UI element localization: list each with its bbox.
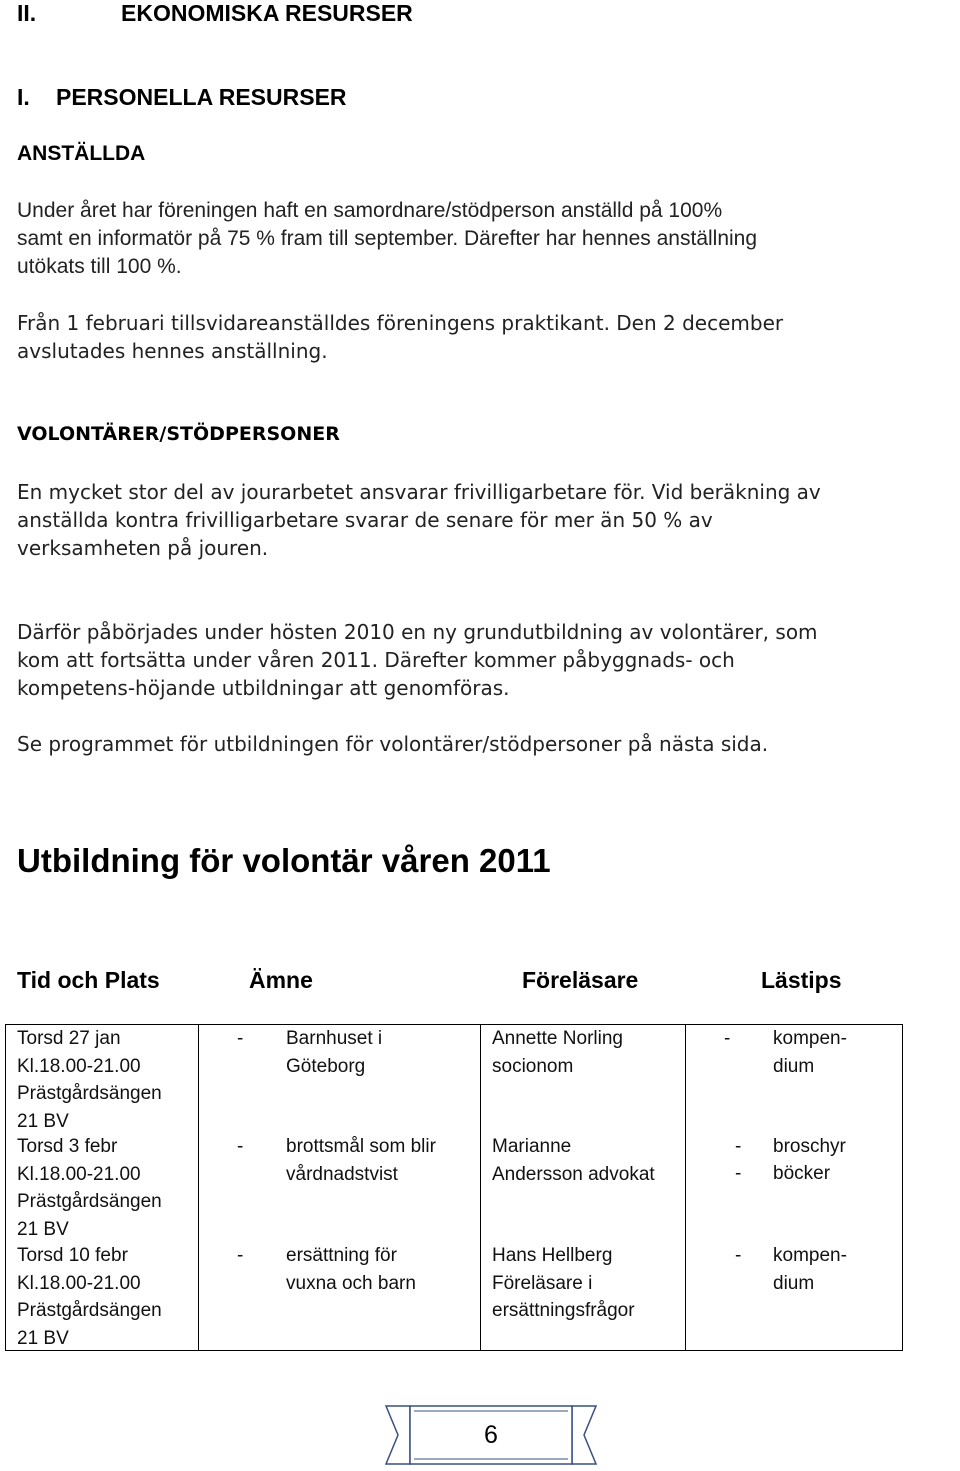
bullet-dash: - [735, 1245, 742, 1266]
bullet-dash: - [735, 1163, 742, 1184]
cell-line: böcker [773, 1163, 831, 1184]
table-row-3-tid [17, 1242, 162, 1352]
text-line: En mycket stor del av jourarbetet ansvarar frivilligarbetare för. Vid beräkning av [17, 480, 821, 504]
table-row-1-tid [17, 1025, 162, 1135]
cell-line: dium [773, 1055, 815, 1077]
cell-line: brottsmål som blir [286, 1136, 436, 1157]
text-line: utökats till 100 %. [17, 255, 182, 278]
cell-line: dium [773, 1272, 815, 1294]
table-row-3-forelasare [492, 1242, 635, 1325]
bullet-dash: - [735, 1136, 742, 1157]
cell-line: 21 BV [17, 1218, 69, 1240]
volontarer-paragraph-2 [17, 618, 818, 702]
cell-line: Kl.18.00-21.00 [17, 1163, 141, 1185]
volontarer-paragraph-1 [17, 478, 821, 562]
cell-line: kompen- [773, 1028, 847, 1049]
cell-line: ersättning för [286, 1245, 397, 1266]
anstallda-paragraph-2 [17, 309, 783, 365]
table-row-2-tid [17, 1133, 162, 1243]
cell-line: 21 BV [17, 1110, 69, 1132]
text-line: avslutades hennes anställning. [17, 339, 328, 363]
table-border-right [902, 1024, 903, 1351]
cell-line: Marianne [492, 1136, 572, 1157]
table-divider [198, 1024, 199, 1351]
bullet-dash: - [237, 1028, 244, 1049]
column-header-tid: Tid och Plats [17, 967, 160, 993]
volontarer-title: VOLONTÄRER/STÖDPERSONER [17, 423, 340, 445]
utbildning-title: Utbildning för volontär våren 2011 [17, 842, 551, 879]
text-line: kompetens-höjande utbildningar att genomföras. [17, 676, 510, 700]
column-header-lastips: Lästips [761, 967, 842, 993]
anstallda-title: ANSTÄLLDA [17, 142, 146, 165]
cell-line: kompen- [773, 1245, 847, 1266]
page-number-ribbon [384, 1404, 598, 1466]
cell-line: Prästgårdsängen [17, 1083, 162, 1104]
table-divider [685, 1024, 686, 1351]
bullet-dash: - [724, 1028, 731, 1049]
bullet-dash: - [237, 1136, 244, 1157]
text-line: anställda kontra frivilligarbetare svarar de senare för mer än 50 % av [17, 508, 713, 532]
table-row-2-forelasare [492, 1133, 655, 1188]
cell-line: Torsd 27 jan [17, 1028, 121, 1049]
cell-line: 21 BV [17, 1327, 69, 1349]
volontarer-paragraph-3: Se programmet för utbildningen för volontärer/stödpersoner på nästa sida. [17, 732, 769, 756]
cell-line: Prästgårdsängen [17, 1300, 162, 1321]
cell-line: Prästgårdsängen [17, 1191, 162, 1212]
cell-line: Göteborg [286, 1055, 366, 1077]
heading-ii-title: EKONOMISKA RESURSER [121, 0, 413, 26]
cell-line: vårdnadstvist [286, 1163, 398, 1185]
cell-line: ersättningsfrågor [492, 1300, 635, 1321]
bullet-dash: - [237, 1245, 244, 1266]
cell-line: Hans Hellberg [492, 1245, 613, 1266]
cell-line: vuxna och barn [286, 1272, 416, 1294]
table-border-left [5, 1024, 6, 1351]
cell-line: Föreläsare i [492, 1272, 593, 1294]
text-line: Från 1 februari tillsvidareanställdes föreningens praktikant. Den 2 december [17, 311, 784, 335]
cell-line: Barnhuset i [286, 1028, 383, 1049]
cell-line: Kl.18.00-21.00 [17, 1055, 141, 1077]
cell-line: broschyr [773, 1136, 846, 1157]
column-header-amne: Ämne [249, 967, 313, 993]
text-line: Under året har föreningen haft en samordnare/stödperson anställd på 100% [17, 199, 723, 222]
heading-ii-number: II. [17, 0, 37, 26]
cell-line: Annette Norling [492, 1028, 623, 1049]
page-number: 6 [484, 1421, 498, 1449]
text-line: kom att fortsätta under våren 2011. Därefter kommer påbyggnads- och [17, 648, 735, 672]
cell-line: Andersson advokat [492, 1163, 655, 1185]
cell-line: socionom [492, 1055, 574, 1077]
table-row-1-forelasare [492, 1025, 623, 1080]
text-line: Därför påbörjades under hösten 2010 en ny grundutbildning av volontärer, som [17, 620, 818, 644]
text-line: verksamheten på jouren. [17, 536, 269, 560]
cell-line: Kl.18.00-21.00 [17, 1272, 141, 1294]
cell-line: Torsd 10 febr [17, 1245, 128, 1266]
heading-i-title: PERSONELLA RESURSER [56, 84, 347, 110]
column-header-forelasare: Föreläsare [522, 967, 639, 993]
table-divider [480, 1024, 481, 1351]
cell-line: Torsd 3 febr [17, 1136, 118, 1157]
anstallda-paragraph-1 [17, 197, 757, 281]
text-line: samt en informatör på 75 % fram till september. Därefter har hennes anställning [17, 227, 758, 250]
heading-i-number: I. [17, 84, 30, 110]
